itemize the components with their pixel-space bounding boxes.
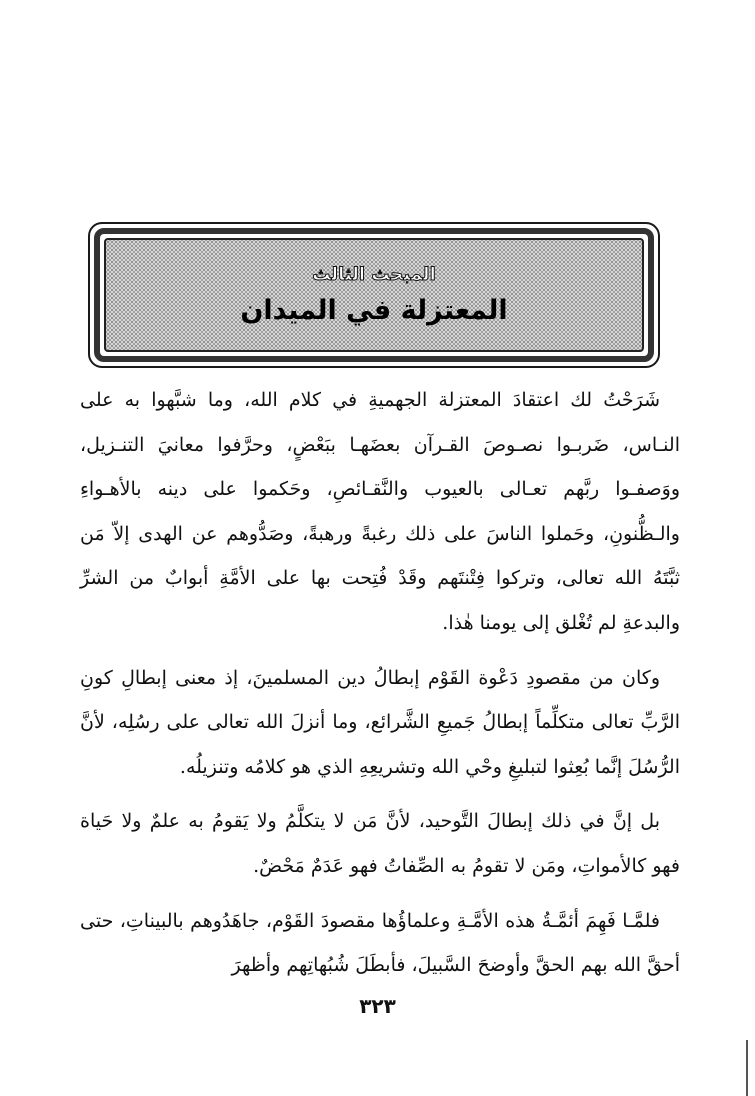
chapter-title-panel (104, 238, 644, 352)
paragraph-4: فلمَّـا فَهِمَ أئمَّـةُ هذه الأمَّـةِ وعلماؤُها مقصودَ القَوْم، جاهَدُوهم بالبيناتِ، حتى أحقَّ الله بهم الحقَّ وأوضحَ السَّبيلَ، فأبطَلَ شُبُهاتِهم وأظهرَ (80, 909, 680, 977)
scan-edge-mark (746, 1040, 748, 1096)
paragraph-3: بل إنَّ في ذلك إبطالَ التَّوحيد، لأنَّ مَن لا يتكلَّمُ ولا يَقومُ به علمٌ ولا حَياة فهو كالأمواتِ، ومَن لا تقومُ به الصِّفاتُ فهو عَدَمٌ مَحْضٌ. (80, 810, 680, 877)
paragraph-1: شَرَحْتُ لك اعتقادَ المعتزلة الجهميةِ في كلام الله، وما شبَّهوا به على النـاس، ضَربـوا نصـوصَ القـرآن بعضَهـا ببَعْضٍ، وحرَّفوا معانيَ التنـزيل، ووَصفـوا ربَّهم تعـالى بالعيوب والنَّقـائصِ، وحَكموا على دينه بالأهـواءِ والـظُّنونِ، وحَملوا الناسَ على ذلك رغبةً ورهبةً، وصَدُّوهم عن الهدى إلاّ مَن ثبَّتَهُ الله تعالى، وتركوا فِتْنتَهم وقَدْ فُتِحت بها على الأمَّةِ أبوابٌ من الشرِّ والبدعةِ لم تُغْلق إلى يومنا هٰذا. (80, 389, 680, 634)
chapter-title-frame (88, 222, 660, 368)
section-title: المعتزلة في الميدان (240, 295, 508, 326)
body-text (80, 378, 680, 998)
chapter-title-frame-border (94, 228, 654, 362)
section-subtitle: المبحث الثالث (312, 264, 436, 285)
page-number: ٣٢٣ (359, 994, 396, 1018)
paragraph-2: وكان من مقصودِ دَعْوة القَوْم إبطالُ دين المسلمينَ، إذ معنى إبطالِ كونِ الرَّبِّ تعالى متكلِّماً إبطالُ جَميعِ الشَّرائع، وما أنزلَ الله تعالى على رسُلِه، لأنَّ الرُّسُلَ إنَّما بُعِثوا لتبليغِ وحْي الله وتشريعِهِ الذي هو كلامُه وتنزيلُه. (80, 666, 680, 778)
